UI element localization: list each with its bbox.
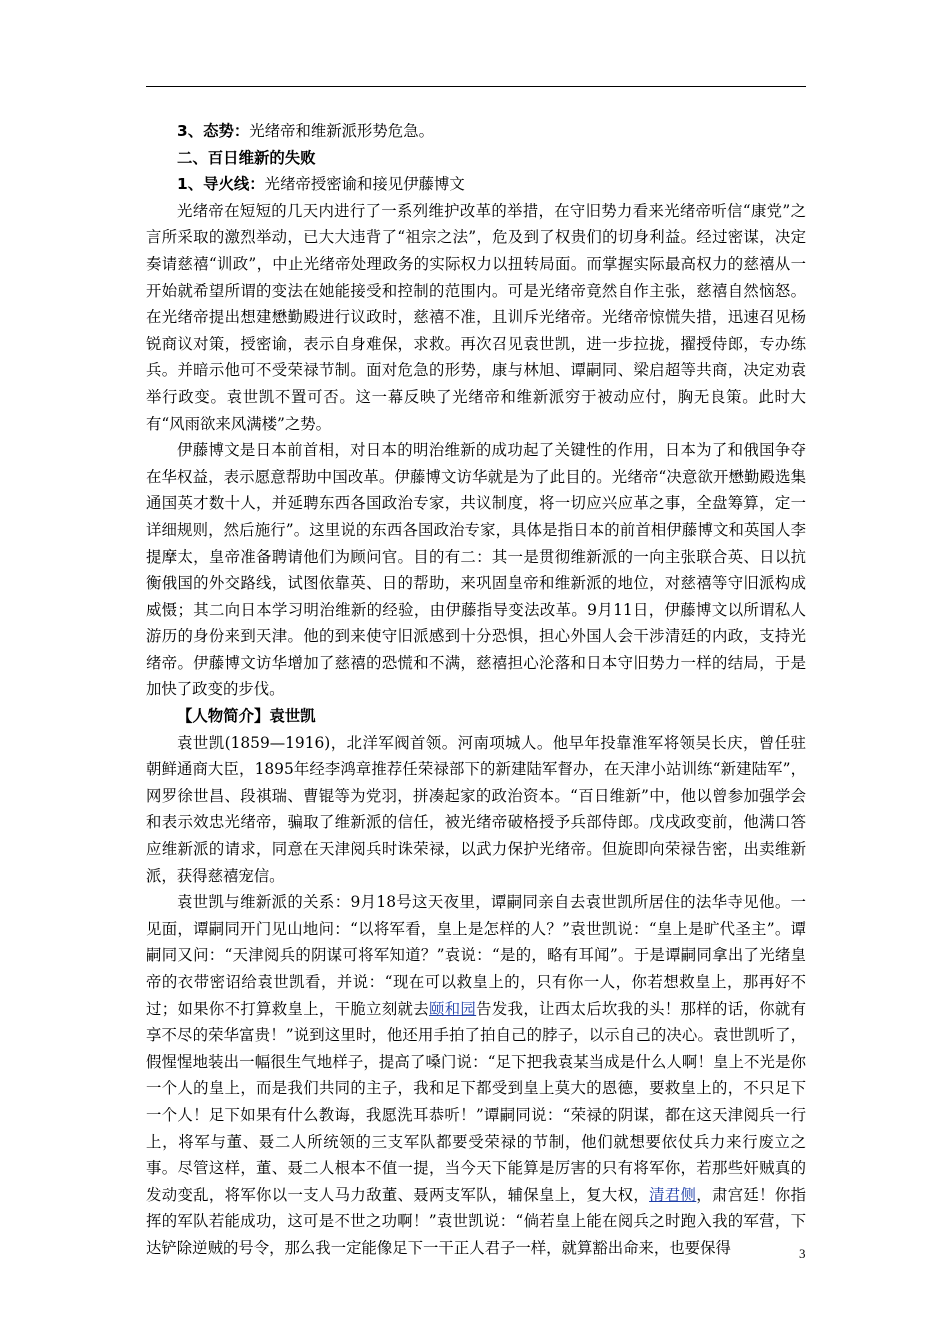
paragraph-4-part-1: 袁世凯与维新派的关系：9月18号这天夜里，谭嗣同亲自去袁世凯所居住的法华寺见他。一见面，谭嗣同开门见山地问：“以将军看，皇上是怎样的人？”袁世凯说：“皇上是旷代圣主”。谭嗣同又问：“天津阅兵的阴谋可将军知道？”袁说：“是的，略有耳闻”。于是谭嗣同拿出了光绪皇帝的衣带密诏给袁世凯看，并说：“现在可以救皇上的，只有你一人，你若想救皇上，那再好不过；如果你不打算救皇上，干脆立刻就去 (146, 893, 806, 1018)
paragraph-4 (146, 889, 806, 1261)
document-body (146, 118, 806, 1262)
header-rule (146, 86, 806, 87)
fuse-label: 1、导火线： (177, 175, 265, 194)
paragraph-2: 伊藤博文是日本前首相，对日本的明治维新的成功起了关键性的作用，日本为了和俄国争夺在华权益，表示愿意帮助中国改革。伊藤博文访华就是为了此目的。光绪帝“决意欲开懋勤殿选集通国英才数十人，并延聘东西各国政治专家，共议制度，将一切应兴应革之事，全盘筹算，定一详细规则，然后施行”。这里说的东西各国政治专家，具体是指日本的前首相伊藤博文和英国人李提摩太，皇帝准备聘请他们为顾问官。目的有二：其一是贯彻维新派的一向主张联合英、日以抗衡俄国的外交路线，试图依靠英、日的帮助，来巩固皇帝和维新派的地位，对慈禧等守旧派构成威慑；其二向日本学习明治维新的经验，由伊藤指导变法改革。9月11日，伊藤博文以所谓私人游历的身份来到天津。他的到来使守旧派感到十分恐惧，担心外国人会干涉清廷的内政，支持光绪帝。伊藤博文访华增加了慈禧的恐慌和不满，慈禧担心沦落和日本守旧势力一样的结局，于是加快了政变的步伐。 (146, 441, 806, 699)
profile-label: 【人物简介】袁世凯 (177, 707, 316, 726)
section-heading-text: 二、百日维新的失败 (177, 148, 316, 167)
page-number: 3 (799, 1246, 806, 1261)
fuse-text: 光绪帝授密谕和接见伊藤博文 (264, 175, 465, 194)
section-heading (146, 145, 806, 172)
paragraph-4-part-3: ，肃宫廷！你指挥的军队若能成功，这可是不世之功啊！”袁世凯说：“倘若皇上能在阅兵之时跑入我的军营，下达铲除逆贼的号令，那么我一定能像足下一干正人君子一样，就算豁出命来，也要保得 (146, 1185, 806, 1257)
yiheyuan-link[interactable]: 颐和园 (428, 999, 477, 1018)
profile-heading (146, 703, 806, 730)
fuse-line (146, 171, 806, 198)
paragraph-4-part-2: 告发我，让西太后坎我的头！那样的话，你就有享不尽的荣华富贵！”说到这里时，他还用手拍了拍自己的脖子，以示自己的决心。袁世凯听了，假惺惺地装出一幅很生气地样子，提高了嗓门说：“足下把我袁某当成是什么人啊！皇上不光是你一个人的皇上，而是我们共同的主子，我和足下都受到皇上莫大的恩德，要救皇上的，不只足下一个人！足下如果有什么教诲，我愿洗耳恭听！”谭嗣同说：“荣禄的阴谋，都在这天津阅兵一行上，将军与董、聂二人所统领的三支军队都要受荣禄的节制，他们就想要依仗兵力来行废立之事。尽管这样，董、聂二人根本不值一提，当今天下能算是厉害的只有将军你，若那些奸贼真的发动变乱，将军你以一支人马力敌董、聂两支军队，辅保皇上，复大权， (146, 999, 806, 1204)
paragraph-3: 袁世凯(1859—1916)，北洋军阀首领。河南项城人。他早年投靠淮军将领吴长庆，曾任驻朝鲜通商大臣，1895年经李鸿章推荐任荣禄部下的新建陆军督办，在天津小站训练“新建陆军”，网罗徐世昌、段祺瑞、曹锟等为党羽，拼凑起家的政治资本。“百日维新”中，他以曾参加强学会和表示效忠光绪帝，骗取了维新派的信任，被光绪帝破格授予兵部侍郎。戊戌政变前，他满口答应维新派的请求，同意在天津阅兵时诛荣禄，以武力保护光绪帝。但旋即向荣禄告密，出卖维新派，获得慈禧宠信。 (146, 733, 806, 885)
paragraph-1: 光绪帝在短短的几天内进行了一系列维护改革的举措，在守旧势力看来光绪帝听信“康党”之言所采取的激烈举动，已大大违背了“祖宗之法”，危及到了权贵们的切身利益。经过密谋，决定奏请慈禧“训政”，中止光绪帝处理政务的实际权力以扭转局面。而掌握实际最高权力的慈禧从一开始就希望所谓的变法在她能接受和控制的范围内。可是光绪帝竟然自作主张，慈禧自然恼怒。在光绪帝提出想建懋勤殿进行议政时，慈禧不准，且训斥光绪帝。光绪帝惊慌失措，迅速召见杨锐商议对策，授密谕，表示自身难保，求救。再次召见袁世凯，进一步拉拢，擢授侍郎，专办练兵。并暗示他可不受荣禄节制。面对危急的形势，康与林旭、谭嗣同、梁启超等共商，决定劝袁举行政变。袁世凯不置可否。这一幕反映了光绪帝和维新派穷于被动应付，胸无良策。此时大有“风雨欲来风满楼”之势。 (146, 201, 806, 433)
section-3-line (146, 118, 806, 145)
section-3-label: 3、态势： (177, 122, 250, 140)
qingjunce-link[interactable]: 清君侧 (649, 1185, 697, 1204)
section-3-text: 光绪帝和维新派形势危急。 (249, 122, 434, 140)
